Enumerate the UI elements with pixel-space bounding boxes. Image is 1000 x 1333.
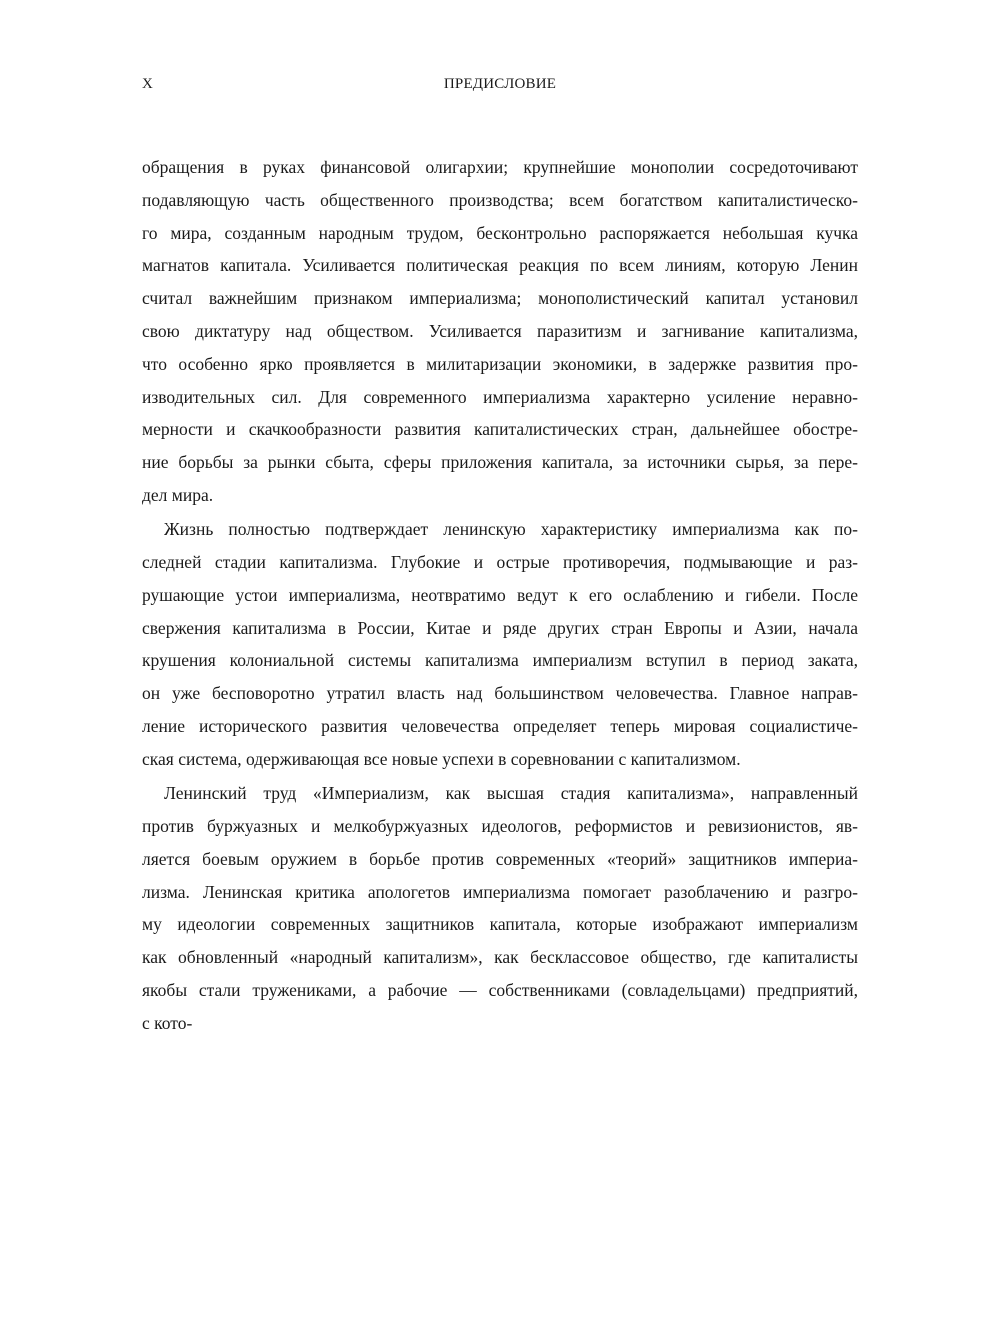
- text-line: ние борьбы за рынки сбыта, сферы приложения капитала, за источники сырья, за пере-: [142, 452, 858, 473]
- text-line: считал важнейшим признаком империализма; монополистический капитал установил: [142, 288, 858, 309]
- text-line: он уже бесповоротно утратил власть над большинством человечества. Главное направ-: [142, 683, 858, 704]
- text-line: ляется боевым оружием в борьбе против современных «теорий» защитников империа-: [142, 848, 858, 869]
- paragraph-2: [142, 513, 858, 775]
- text-line: го мира, созданным народным трудом, бесконтрольно распоряжается небольшая кучка: [142, 222, 858, 243]
- page-header: [142, 76, 858, 96]
- text-line: му идеологии современных защитников капитала, которые изображают империализм: [142, 914, 858, 935]
- text-line: с кото-: [142, 1012, 193, 1033]
- text-line: крушения колониальной системы капитализма империализм вступил в период заката,: [142, 650, 858, 671]
- paragraph-3: [142, 777, 858, 1039]
- text-line: подавляющую часть общественного производства; всем богатством капиталистическо-: [142, 189, 858, 210]
- text-line: обращения в руках финансовой олигархии; крупнейшие монополии сосредоточивают: [142, 157, 858, 177]
- text-line: ление исторического развития человечества определяет теперь мировая социалистиче-: [142, 716, 858, 737]
- text-line: Жизнь полностью подтверждает ленинскую характеристику империализма как по-: [164, 519, 858, 540]
- text-line: следней стадии капитализма. Глубокие и острые противоречия, подмывающие и раз-: [142, 552, 858, 573]
- text-line: как обновленный «народный капитализм», как бесклассовое общество, где капиталисты: [142, 947, 858, 968]
- running-head: ПРЕДИСЛОВИЕ: [443, 76, 557, 92]
- text-line: ская система, одерживающая все новые успехи в соревновании с капитализмом.: [142, 748, 741, 769]
- text-line: якобы стали тружениками, а рабочие — собственниками (совладельцами) предприятий,: [142, 979, 858, 1000]
- text-line: магнатов капитала. Усиливается политическая реакция по всем линиям, которую Ленин: [142, 255, 858, 276]
- text-line: мерности и скачкообразности развития капиталистических стран, дальнейшее обостре-: [142, 419, 858, 440]
- text-line: лизма. Ленинская критика апологетов империализма помогает разоблачению и разгро-: [142, 881, 858, 902]
- text-line: свержения капитализма в России, Китае и ряде других стран Европы и Азии, начала: [142, 617, 858, 638]
- paragraph-1: [142, 151, 858, 512]
- text-line: рушающие устои империализма, неотвратимо ведут к его ослаблению и гибели. После: [142, 584, 858, 605]
- page-number: X: [142, 76, 154, 92]
- body-text: [142, 151, 858, 1040]
- text-line: изводительных сил. Для современного империализма характерно усиление неравно-: [142, 386, 858, 407]
- text-line: дел мира.: [142, 484, 214, 505]
- text-line: что особенно ярко проявляется в милитаризации экономики, в задержке развития про-: [142, 353, 858, 374]
- text-line: свою диктатуру над обществом. Усиливается паразитизм и загнивание капитализма,: [142, 320, 858, 341]
- text-line: против буржуазных и мелкобуржуазных идеологов, реформистов и ревизионистов, яв-: [142, 815, 858, 836]
- text-line: Ленинский труд «Империализм, как высшая стадия капитализма», направленный: [164, 783, 858, 804]
